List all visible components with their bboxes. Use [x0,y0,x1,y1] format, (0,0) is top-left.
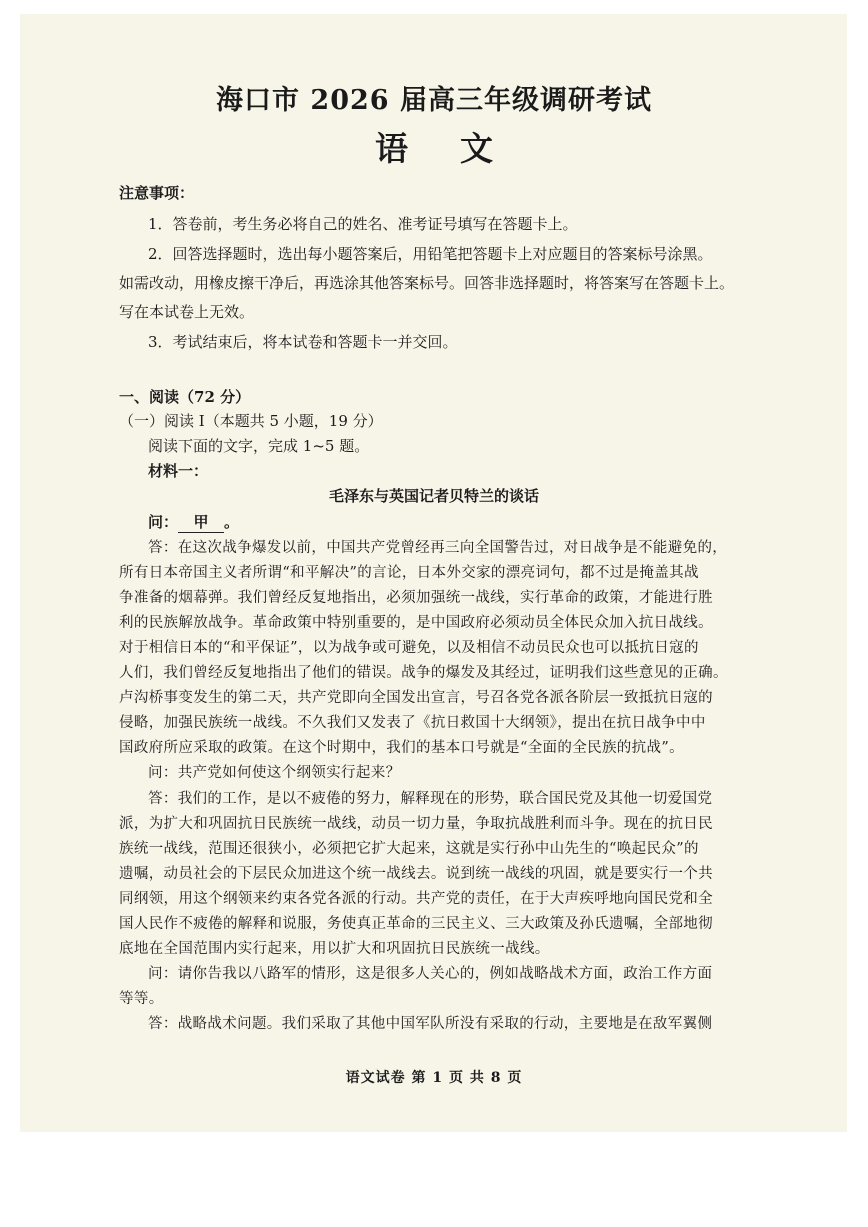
article-line: 底地在全国范围内实行起来，用以扩大和巩固抗日民族统一战线。 [119,941,550,957]
exam-title: 海口市 2026 届高三年级调研考试 [216,85,652,116]
article-line: 问：共产党如何使这个纲领实行起来？ [148,765,401,781]
article-line: 国政府所应采取的政策。在这个时期中，我们的基本口号就是“全面的全民族的抗战”。 [119,740,684,756]
notice-line: 3．考试结束后，将本试卷和答题卡一并交回。 [148,333,458,351]
page-footer: 语文试卷 第 1 页 共 8 页 [345,1070,523,1086]
question-suffix: 。 [224,513,240,531]
notice-line: 1．答卷前，考生务必将自己的姓名、准考证号填写在答题卡上。 [148,215,578,233]
section-instruction: 阅读下面的文字，完成 1~5 题。 [148,437,370,455]
article-line: 答：我们的工作，是以不疲倦的努力，解释现在的形势，联合国民党及其他一切爱国党 [148,791,713,807]
subject-title: 语文 [375,129,545,168]
question-prefix: 问： [148,513,179,531]
notice-line: 如需改动，用橡皮擦干净后，再选涂其他答案标号。回答非选择题时，将答案写在答题卡上。 [119,274,735,292]
notice-line: 写在本试卷上无效。 [119,303,255,321]
article-line: 答：战略战术问题。我们采取了其他中国军队所没有采取的行动，主要地是在敌军翼侧 [148,1016,713,1032]
article-line: 侵略，加强民族统一战线。不久我们又发表了《抗日救国十大纲领》，提出在抗日战争中中 [119,715,706,731]
section-heading: 一、阅读（72 分） [119,388,251,406]
article-line: 族统一战线，范围还很狭小，必须把它扩大起来，这就是实行孙中山先生的“唤起民众”的 [119,841,699,857]
material-label: 材料一： [148,462,209,480]
article-line: 问：请你告我以八路军的情形，这是很多人关心的，例如战略战术方面，政治工作方面 [148,966,713,982]
notice-heading: 注意事项： [119,184,195,202]
article-title: 毛泽东与英国记者贝特兰的谈话 [328,487,539,505]
article-line: 派，为扩大和巩固抗日民族统一战线，动员一切力量，争取抗战胜利而斗争。现在的抗日民 [119,816,713,832]
article-line: 同纲领，用这个纲领来约束各党各派的行动。共产党的责任，在于大声疾呼地向国民党和全 [119,891,713,907]
section-subheading: （一）阅读 I（本题共 5 小题，19 分） [119,412,383,430]
notice-line: 2．回答选择题时，选出每小题答案后，用铅笔把答题卡上对应题目的答案标号涂黑。 [148,245,713,263]
article-line: 所有日本帝国主义者所谓“和平解决”的言论，日本外交家的漂亮词句，都不过是掩盖其战 [119,565,699,581]
article-line: 利的民族解放战争。革命政策中特别重要的，是中国政府必须动员全体民众加入抗日战线。 [119,615,713,631]
article-line: 争准备的烟幕弹。我们曾经反复地指出，必须加强统一战线，实行革命的政策，才能进行胜 [119,590,713,606]
article-line: 遗嘱，动员社会的下层民众加进这个统一战线去。说到统一战线的巩固，就是要实行一个共 [119,866,713,882]
answer-blank: 甲 [178,512,224,533]
article-line: 答：在这次战争爆发以前，中国共产党曾经再三向全国警告过，对日战争是不能避免的， [148,540,728,556]
question-1 [148,512,239,533]
article-line: 等等。 [119,991,164,1007]
article-line: 卢沟桥事变发生的第二天，共产党即向全国发出宣言，号召各党各派各阶层一致抵抗日寇的 [119,690,713,706]
article-line: 国人民作不疲倦的解释和说服，务使真正革命的三民主义、三大政策及孙氏遗嘱，全部地彻 [119,916,713,932]
article-line: 对于相信日本的“和平保证”，以为战争或可避免，以及相信不动员民众也可以抵抗日寇的 [119,640,699,656]
article-line: 人们，我们曾经反复地指出了他们的错误。战争的爆发及其经过，证明我们这些意见的正确。 [119,665,728,681]
